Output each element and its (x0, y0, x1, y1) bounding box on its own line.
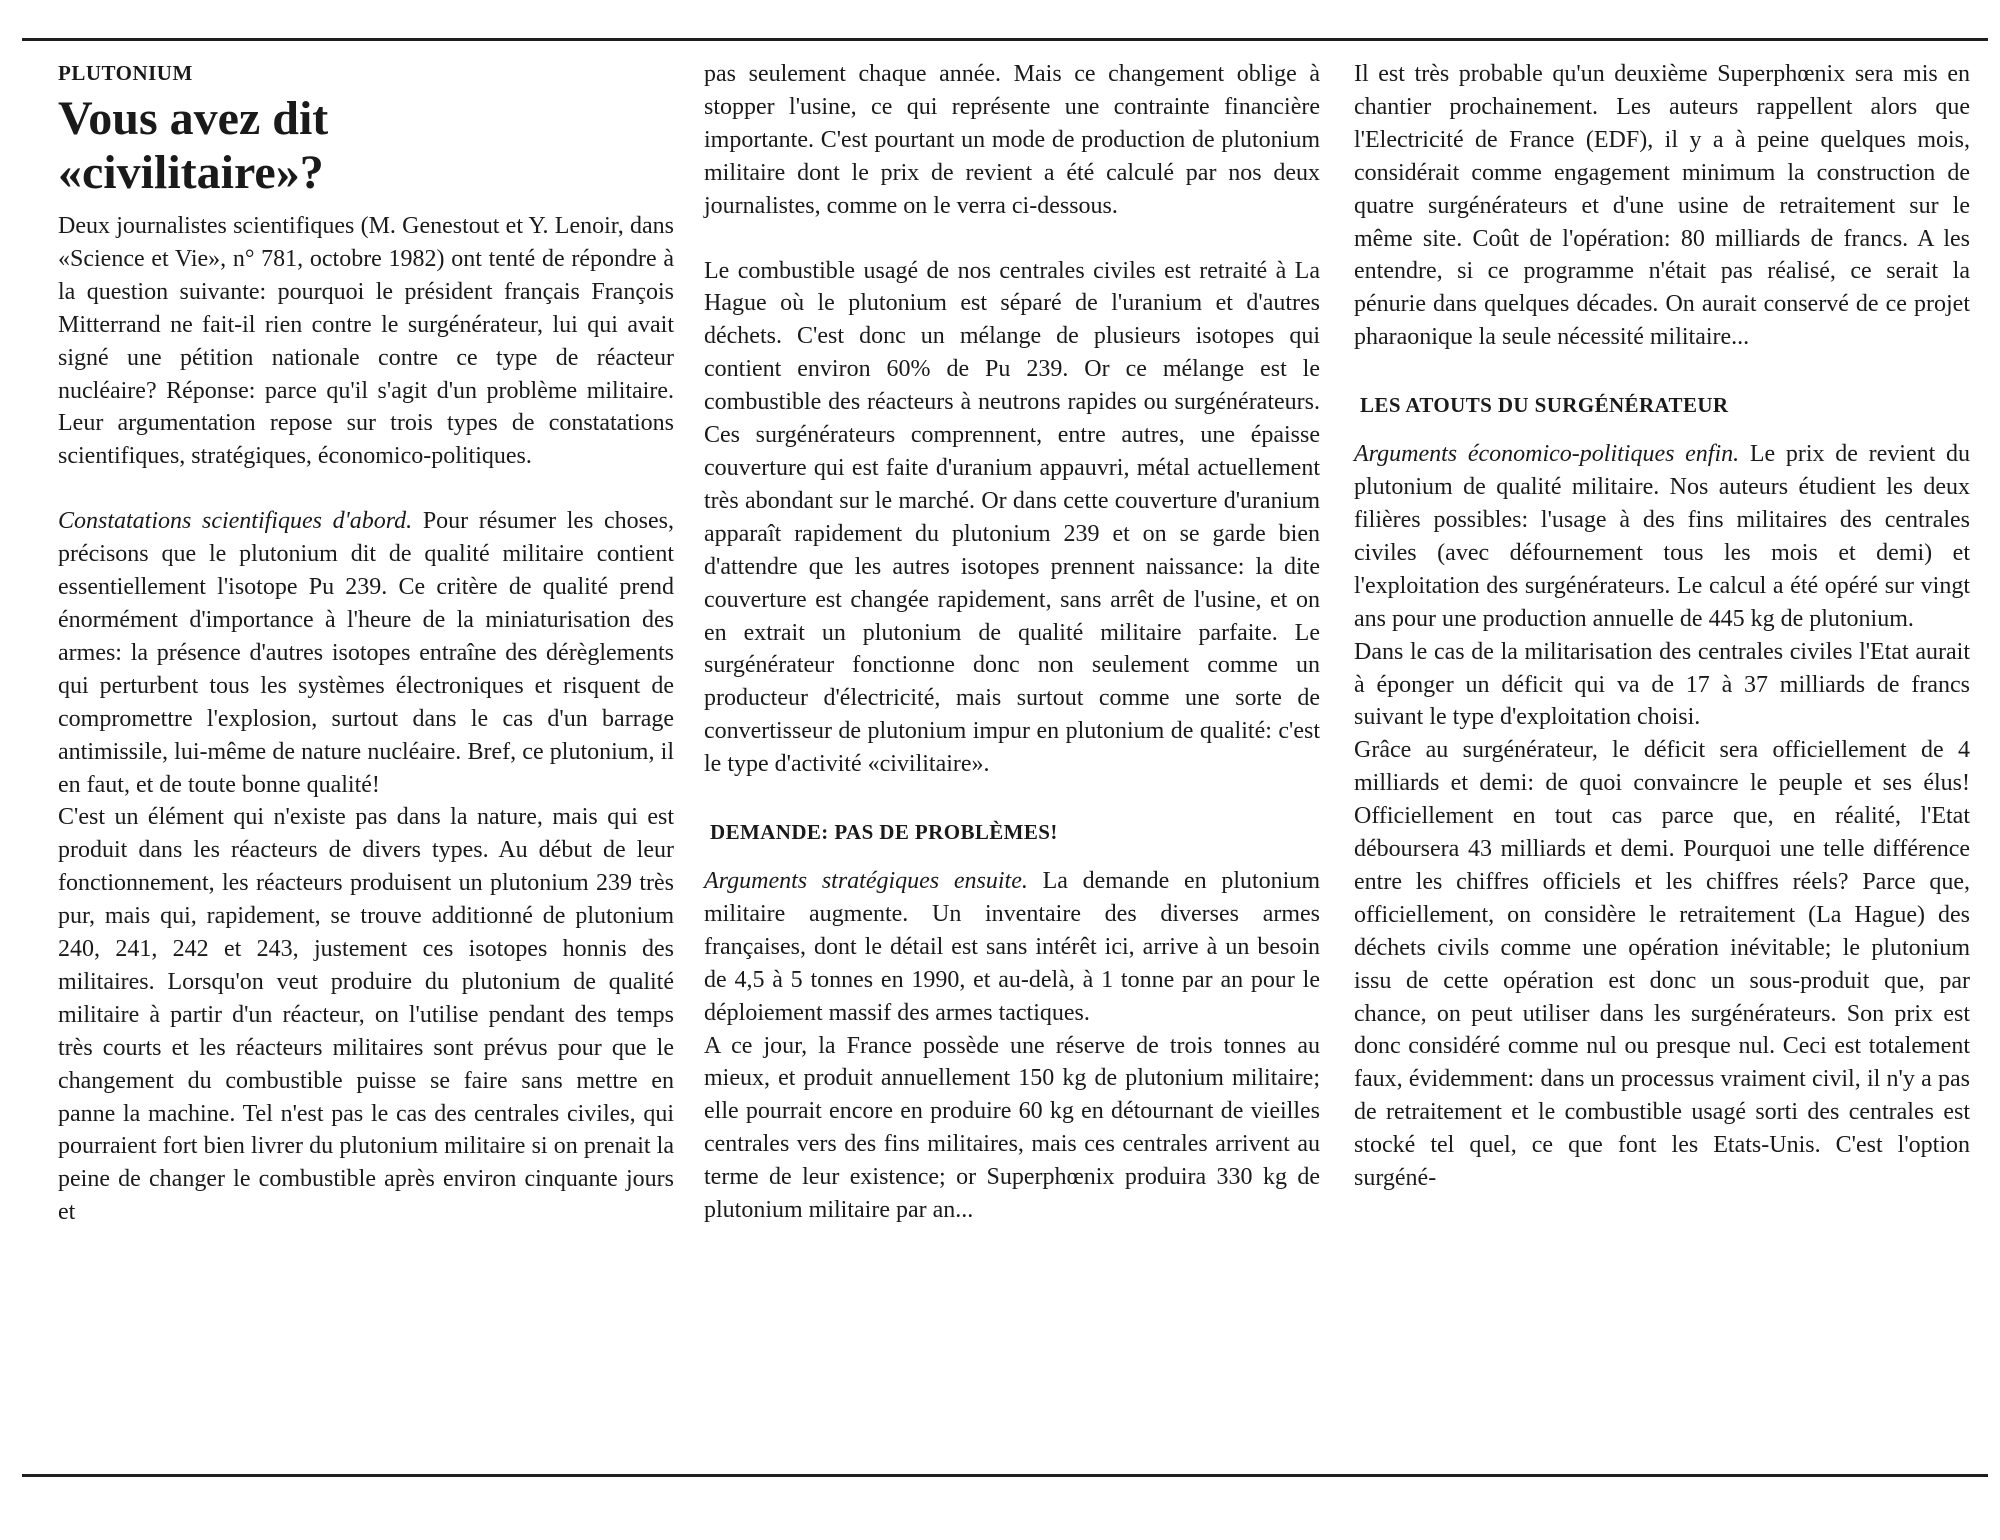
paragraph: pas seulement chaque année. Mais ce changement oblige à stopper l'usine, ce qui représente une contrainte financière importante. C'est pourtant un mode de production de plutonium militaire dont le prix de revient a été calculé par nos deux journalistes, comme on le verra ci-dessous. (704, 61, 1320, 219)
paragraph: Dans le cas de la militarisation des centrales civiles l'Etat aurait à éponger un déficit qui va de 17 à 37 milliards de francs suivant le type d'exploitation choisi. (1354, 638, 1970, 731)
top-rule (22, 38, 1988, 41)
paragraph-text: Pour résumer les choses, précisons que le plutonium dit de qualité militaire contient essentiellement l'isotope Pu 239. Ce critère de qualité prend énormément d'importance à l'heure de la miniaturisation des armes: la présence d'autres isotopes entraîne des dérèglements qui perturbent tous les systèmes électroniques et risquent de compromettre l'explosion, surtout dans le cas d'un barrage antimissile, lui-même de nature nucléaire. Bref, ce plutonium, il en faut, et de toute bonne qualité! (58, 508, 674, 798)
column-3 (1354, 58, 1970, 1195)
paragraph: C'est un élément qui n'existe pas dans la nature, mais qui est produit dans les réacteurs de divers types. Au début de leur fonctionnement, les réacteurs produisent un plutonium 239 très pur, mais qui, rapidement, se trouve additionné de plutonium 240, 241, 242 et 243, justement ces isotopes honnis des militaires. Lorsqu'on veut produire du plutonium de qualité militaire à partir d'un réacteur, on l'utilise pendant des temps très courts et les réacteurs militaires sont prévus pour que le changement du combustible puisse se faire sans mettre en panne la machine. Tel n'est pas le cas des centrales civiles, qui pourraient fort bien livrer du plutonium militaire si on prenait la peine de changer le combustible après environ cinquante jours et (58, 804, 674, 1226)
paragraph (58, 505, 674, 801)
paragraph-lead: Constatations scientifiques d'abord. (58, 508, 413, 535)
paragraph-text: La demande en plutonium militaire augmente. Un inventaire des diverses armes françaises, dont le détail est sans intérêt ici, arrive à un besoin de 4,5 à 5 tonnes en 1990, et au-delà, à 1 tonne par an pour le déploiement massif des armes tactiques. (704, 868, 1320, 1026)
column-2 (704, 58, 1320, 1227)
paragraph: Le combustible usagé de nos centrales civiles est retraité à La Hague où le plutonium est séparé de l'uranium et d'autres déchets. C'est donc un mélange de plusieurs isotopes qui contient environ 60% de Pu 239. Or ce mélange est le combustible des réacteurs à neutrons rapides ou surgénérateurs. Ces surgénérateurs comprennent, entre autres, une épaisse couverture qui est faite d'uranium appauvri, métal actuellement très abondant sur le marché. Or dans cette couverture d'uranium apparaît rapidement du plutonium 239 et on se garde bien d'attendre que les autres isotopes prennent naissance: la dite couverture est changée rapidement, sans arrêt de l'usine, et on en extrait un plutonium de qualité militaire parfaite. Le surgénérateur fonctionne donc non seulement comme un producteur d'électricité, mais surtout comme une sorte de convertisseur de plutonium impur en plutonium de qualité: c'est le type d'activité «civilitaire». (704, 257, 1320, 778)
article-title (58, 92, 674, 200)
article-kicker: PLUTONIUM (58, 61, 193, 85)
section-heading: DEMANDE: PAS DE PROBLÈMES! (710, 820, 1058, 845)
paragraph-text: Le prix de revient du plutonium de qualité militaire. Nos auteurs étudient les deux filières possibles: l'usage à des fins militaires des centrales civiles (avec défournement tous les mois et demi) et l'exploitation des surgénérateurs. Le calcul a été opéré sur vingt ans pour une production annuelle de 445 kg de plutonium. (1354, 441, 1970, 632)
bottom-rule (22, 1474, 1988, 1477)
paragraph (704, 865, 1320, 1030)
column-1 (58, 58, 674, 1229)
title-line-1: Vous avez dit (58, 92, 329, 145)
paragraph (1354, 438, 1970, 635)
section-heading: LES ATOUTS DU SURGÉNÉRATEUR (1360, 393, 1729, 418)
title-line-2: «civilitaire»? (58, 146, 324, 199)
paragraph: A ce jour, la France possède une réserve de trois tonnes au mieux, et produit annuellement 150 kg de plutonium militaire; elle pourrait encore en produire 60 kg en détournant de vieilles centrales vers des fins militaires, mais ces centrales arrivent au terme de leur existence; or Superphœnix produira 330 kg de plutonium militaire par an... (704, 1032, 1320, 1224)
paragraph: Deux journalistes scientifiques (M. Genestout et Y. Lenoir, dans «Science et Vie», n° 781, octobre 1982) ont tenté de répondre à la question suivante: pourquoi le président français François Mitterrand ne fait-il rien contre le surgénérateur, lui qui avait signé une pétition nationale contre ce type de réacteur nucléaire? Réponse: parce qu'il s'agit d'un problème militaire. Leur argumentation repose sur trois types de constatations scientifiques, stratégiques, économico-politiques. (58, 213, 674, 470)
paragraph: Grâce au surgénérateur, le déficit sera officiellement de 4 milliards et demi: de quoi convaincre le peuple et ses élus! Officiellement en tout cas parce que, en réalité, l'Etat déboursera 43 milliards et demi. Pourquoi une telle différence entre les chiffres officiels et les chiffres réels? Parce que, officiellement, on considère le retraitement (La Hague) des déchets civils comme une opération inévitable; le plutonium issu de cette opération est donc un sous-produit que, par chance, on peut utiliser dans les surgénérateurs. Son prix est donc considéré comme nul ou presque nul. Ceci est totalement faux, évidemment: dans un processus vraiment civil, il n'y a pas de retraitement et le combustible usagé sorti des centrales est stocké tel quel, ce que font les Etats-Unis. C'est l'option surgéné- (1354, 737, 1970, 1192)
paragraph-lead: Arguments économico-politiques enfin. (1354, 441, 1740, 468)
paragraph-lead: Arguments stratégiques ensuite. (704, 868, 1028, 895)
paragraph: Il est très probable qu'un deuxième Superphœnix sera mis en chantier prochainement. Les auteurs rappellent alors que l'Electricité de France (EDF), il y a à peine quelques mois, considérait comme engagement minimum la construction de quatre surgénérateurs et d'une usine de retraitement sur le même site. Coût de l'opération: 80 milliards de francs. A les entendre, si ce programme n'était pas réalisé, ce serait la pénurie dans quelques décades. On aurait conservé de ce projet pharaonique la seule nécessité militaire... (1354, 61, 1970, 351)
